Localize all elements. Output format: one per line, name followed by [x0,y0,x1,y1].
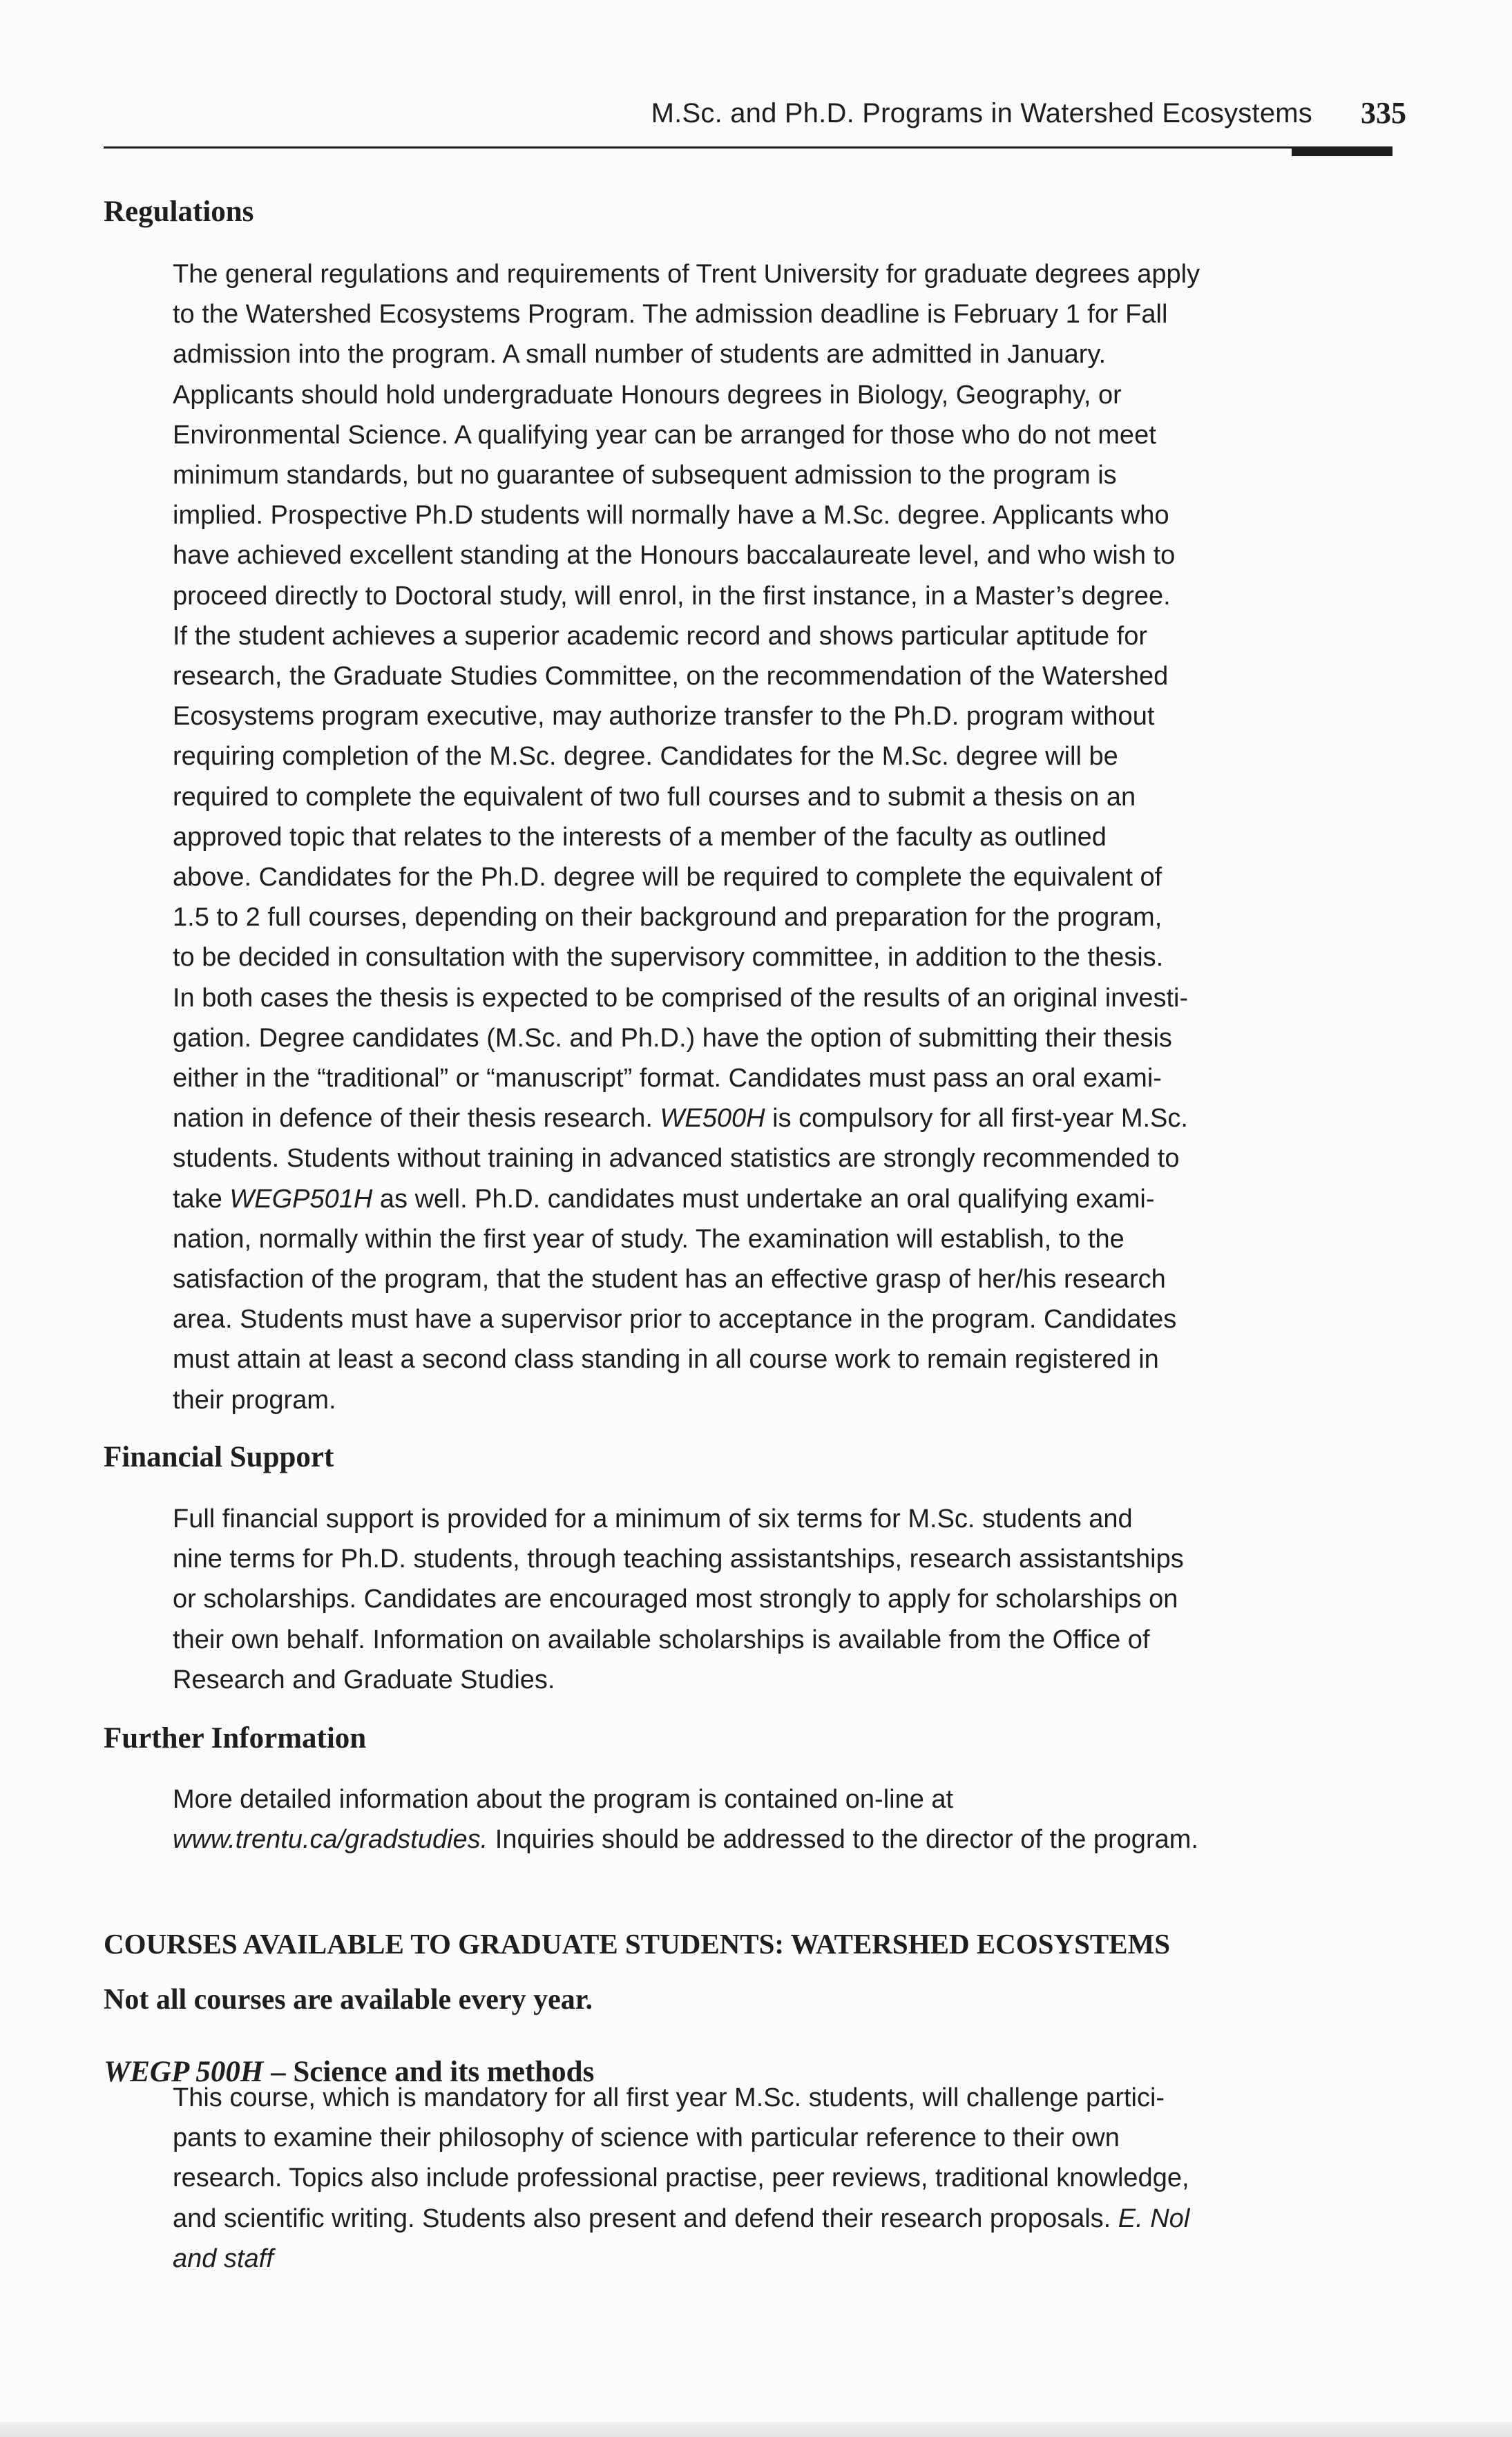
text-line: implied. Prospective Ph.D students will normally have a M.Sc. degree. Applicants who [173,501,1169,531]
course-instructors: E. Nol [1118,2204,1190,2233]
text-line: Full financial support is provided for a minimum of six terms for M.Sc. students and [173,1504,1133,1533]
course-description [173,2078,1375,2279]
text-line: either in the “traditional” or “manuscript” format. Candidates must pass an oral exami- [173,1064,1162,1093]
text-line: must attain at least a second class standing in all course work to remain registered in [173,1345,1159,1375]
text-run: is compulsory for all first-year M.Sc. [765,1104,1188,1134]
text-line: nation, normally within the first year of study. The examination will establish, to the [173,1224,1125,1254]
text-line: approved topic that relates to the interests of a member of the faculty as outlined [173,822,1107,852]
text-line: or scholarships. Candidates are encouraged most strongly to apply for scholarships on [173,1585,1178,1614]
text-line: area. Students must have a supervisor prior to acceptance in the program. Candidates [173,1305,1177,1335]
text-run: take [173,1184,230,1214]
running-header [104,98,1416,146]
text-line: If the student achieves a superior academic record and shows particular aptitude for [173,621,1147,651]
text-line: above. Candidates for the Ph.D. degree will be required to complete the equivalent of [173,863,1162,892]
text-run: and scientific writing. Students also present and defend their research proposals. [173,2204,1118,2233]
text-line: nine terms for Ph.D. students, through teaching assistantships, research assistantships [173,1545,1184,1574]
course-instructors: and staff [173,2244,274,2273]
course-code-wegp501h: WEGP501H [229,1184,373,1214]
text-line: to be decided in consultation with the supervisory committee, in addition to the thesis. [173,943,1164,973]
text-line: satisfaction of the program, that the student has an effective grasp of her/his research [173,1265,1166,1294]
text-line: admission into the program. A small number of students are admitted in January. [173,340,1107,370]
course-name: – Science and its methods [263,2056,595,2088]
text-line: students. Students without training in advanced statistics are strongly recommended to [173,1144,1180,1174]
text-line [173,1819,1375,1860]
financial-support-paragraph [173,1499,1375,1700]
text-line [173,2239,1375,2279]
text-line: Ecosystems program executive, may authorize transfer to the Ph.D. program without [173,702,1155,732]
text-line: their own behalf. Information on available scholarships is available from the Office of [173,1625,1150,1654]
text-line: requiring completion of the M.Sc. degree. Candidates for the M.Sc. degree will be [173,742,1118,772]
text-line [173,1098,1375,1138]
courses-heading: COURSES AVAILABLE TO GRADUATE STUDENTS: WATERSHED ECOSYSTEMS [104,1928,1171,1960]
courses-availability-note: Not all courses are available every year. [104,1984,593,2016]
text-line: 1.5 to 2 full courses, depending on their background and preparation for the program, [173,903,1162,933]
text-line: Applicants should hold undergraduate Honours degrees in Biology, Geography, or [173,380,1122,410]
text-line: their program. [173,1385,336,1415]
regulations-paragraph [173,254,1375,1420]
text-line: minimum standards, but no guarantee of subsequent admission to the program is [173,461,1117,490]
course-code: WEGP 500H [104,2056,264,2088]
course-code-we500h: WE500H [660,1104,765,1134]
header-rule-accent [1292,146,1393,156]
page-number: 335 [1361,96,1406,130]
text-line: The general regulations and requirements of Trent University for graduate degrees apply [173,260,1200,289]
running-header-title: M.Sc. and Ph.D. Programs in Watershed Ecosystems [651,98,1312,128]
website-url: www.trentu.ca/gradstudies. [173,1825,488,1855]
text-run: nation in defence of their thesis research. [173,1104,660,1134]
text-line: Research and Graduate Studies. [173,1665,555,1694]
text-line: In both cases the thesis is expected to be comprised of the results of an original investi- [173,983,1189,1013]
text-line: proceed directly to Doctoral study, will enrol, in the first instance, in a Master’s degree. [173,581,1171,611]
text-line [173,1179,1375,1219]
text-run: Inquiries should be addressed to the director of the program. [488,1825,1198,1855]
text-line: Environmental Science. A qualifying year can be arranged for those who do not meet [173,420,1156,450]
text-line: required to complete the equivalent of two full courses and to submit a thesis on an [173,782,1136,812]
header-rule [104,146,1393,149]
text-line: gation. Degree candidates (M.Sc. and Ph.D.) have the option of submitting their thesis [173,1023,1172,1053]
text-line: More detailed information about the program is contained on-line at [173,1785,954,1814]
text-line: have achieved excellent standing at the Honours baccalaureate level, and who wish to [173,541,1176,571]
scan-edge [0,2422,1512,2437]
text-line [173,2199,1375,2239]
text-line: pants to examine their philosophy of science with particular reference to their own [173,2123,1120,2153]
text-run: as well. Ph.D. candidates must undertake an oral qualifying exami- [372,1184,1155,1214]
text-line: This course, which is mandatory for all first year M.Sc. students, will challenge partici- [173,2083,1165,2112]
text-line: research, the Graduate Studies Committee, on the recommendation of the Watershed [173,662,1169,691]
text-line: research. Topics also include professional practise, peer reviews, traditional knowledge, [173,2163,1189,2193]
text-line: to the Watershed Ecosystems Program. The admission deadline is February 1 for Fall [173,300,1168,329]
further-information-heading: Further Information [104,1722,367,1755]
financial-support-heading: Financial Support [104,1441,334,1473]
regulations-heading: Regulations [104,195,254,228]
further-information-paragraph [173,1779,1375,1860]
